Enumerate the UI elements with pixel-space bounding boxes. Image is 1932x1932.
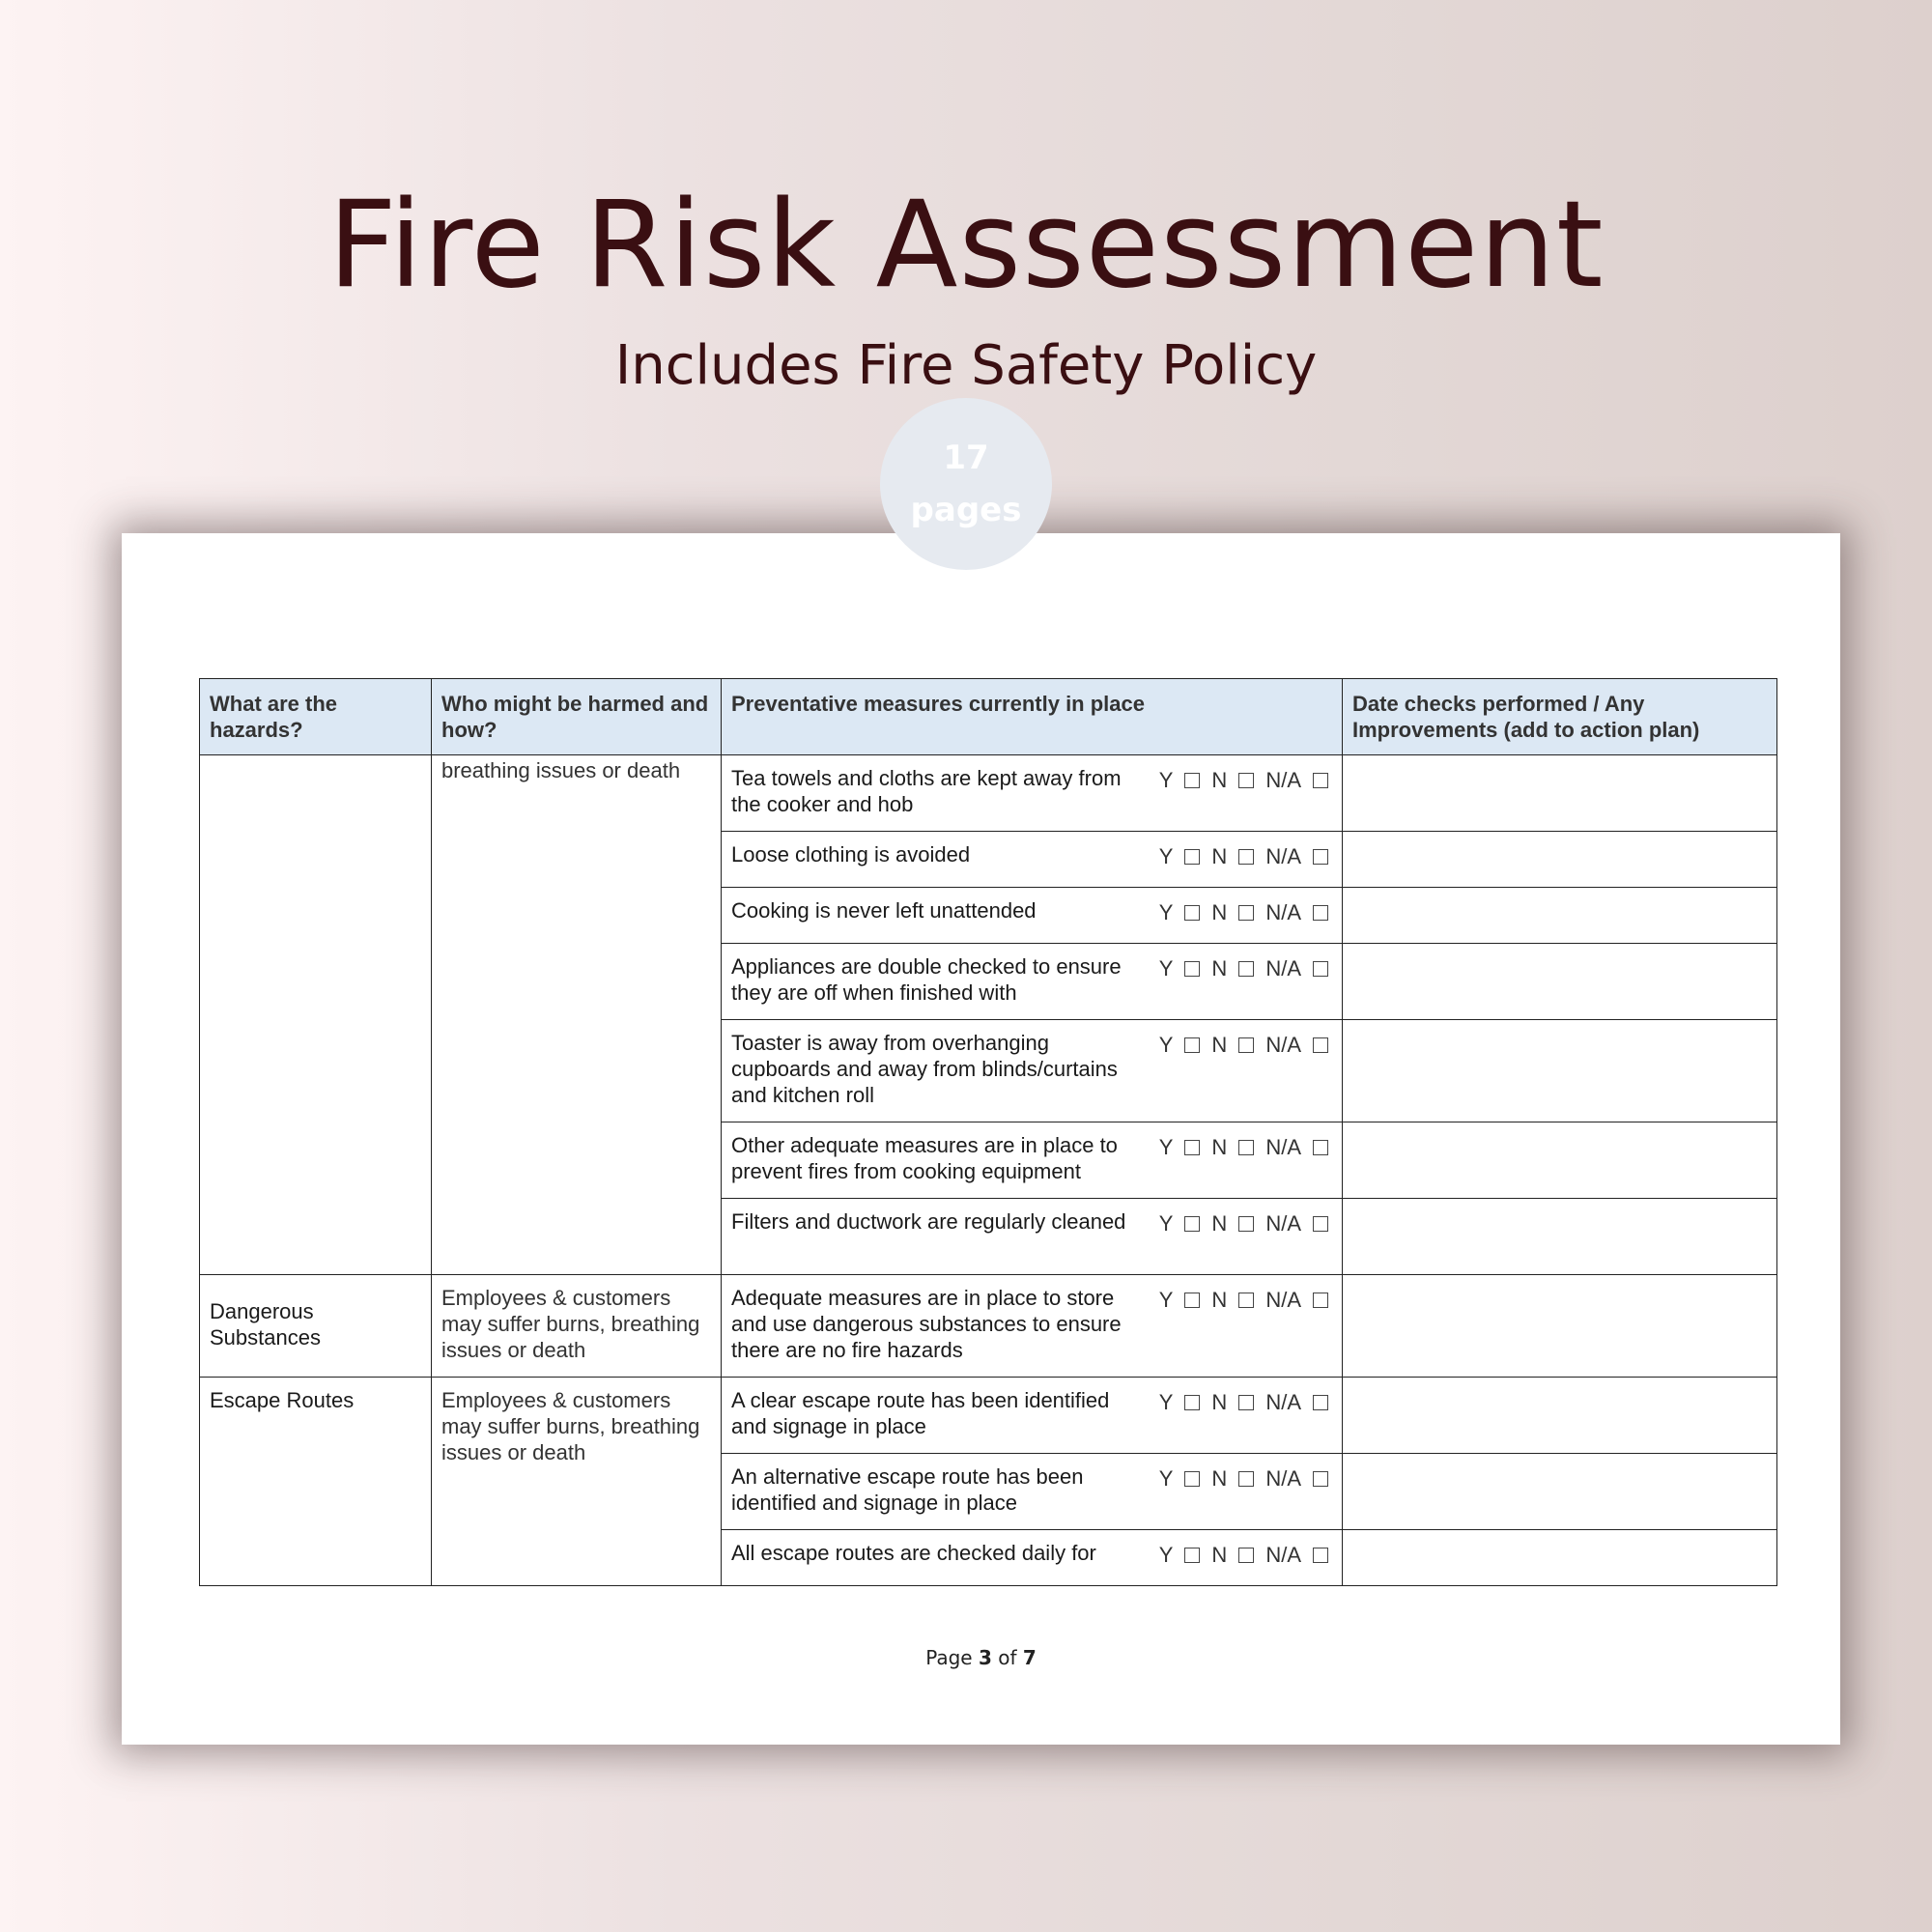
- date-checks-cell[interactable]: [1343, 1530, 1777, 1586]
- yes-no-na-options: [1159, 1030, 1328, 1108]
- yes-label: Y: [1158, 900, 1174, 924]
- yes-checkbox[interactable]: [1184, 1471, 1200, 1487]
- table-row: [200, 1275, 1777, 1378]
- measure-cell: [722, 1378, 1343, 1454]
- no-label: N: [1211, 1135, 1228, 1159]
- measure-cell: [722, 755, 1343, 832]
- table-body: [200, 755, 1777, 1586]
- no-label: N: [1211, 844, 1228, 868]
- not-applicable-checkbox[interactable]: [1313, 905, 1328, 921]
- date-checks-cell[interactable]: [1343, 1122, 1777, 1199]
- page-count-number: 17: [943, 438, 989, 477]
- not-applicable-checkbox[interactable]: [1313, 1037, 1328, 1053]
- no-label: N: [1211, 956, 1228, 980]
- page-count-unit: pages: [910, 491, 1022, 529]
- no-checkbox[interactable]: [1238, 905, 1254, 921]
- measure-row-content: [722, 832, 1342, 869]
- not-applicable-checkbox[interactable]: [1313, 773, 1328, 788]
- date-checks-cell[interactable]: [1343, 832, 1777, 888]
- yes-no-na-options: [1159, 765, 1328, 817]
- measure-text: An alternative escape route has been identified and signage in place: [731, 1464, 1084, 1515]
- measure-text: Cooking is never left unattended: [731, 898, 1037, 923]
- header-who-harmed: Who might be harmed and how?: [432, 679, 722, 755]
- not-applicable-label: N/A: [1265, 844, 1301, 868]
- measure-cell: [722, 1199, 1343, 1275]
- yes-checkbox[interactable]: [1184, 1140, 1200, 1155]
- yes-label: Y: [1158, 1390, 1174, 1414]
- yes-label: Y: [1158, 768, 1174, 792]
- measure-text: Appliances are double checked to ensure they are off when finished with: [731, 954, 1122, 1005]
- header-date-checks: Date checks performed / Any Improvements (add to action plan): [1343, 679, 1777, 755]
- measure-row-content: [722, 888, 1342, 925]
- measure-cell: [722, 1275, 1343, 1378]
- date-checks-cell[interactable]: [1343, 1454, 1777, 1530]
- header-measures: Preventative measures currently in place: [722, 679, 1343, 755]
- not-applicable-label: N/A: [1265, 1288, 1301, 1312]
- yes-label: Y: [1158, 1466, 1174, 1491]
- risk-assessment-table: [199, 678, 1777, 1586]
- table-row: [200, 1378, 1777, 1454]
- yes-label: Y: [1158, 1211, 1174, 1236]
- no-label: N: [1211, 1543, 1228, 1567]
- no-label: N: [1211, 900, 1228, 924]
- footer-prefix: Page: [925, 1646, 973, 1669]
- not-applicable-label: N/A: [1265, 1543, 1301, 1567]
- no-label: N: [1211, 1466, 1228, 1491]
- measure-cell: [722, 888, 1343, 944]
- not-applicable-label: N/A: [1265, 1135, 1301, 1159]
- no-checkbox[interactable]: [1238, 773, 1254, 788]
- date-checks-cell[interactable]: [1343, 1378, 1777, 1454]
- measure-row-content: [722, 1454, 1342, 1516]
- yes-no-na-options: [1159, 1387, 1328, 1439]
- measure-row-content: [722, 1378, 1342, 1439]
- page-count-badge: [880, 398, 1052, 570]
- hazard-cell: [200, 755, 432, 1275]
- harm-cell: Employees & customers may suffer burns, breathing issues or death: [432, 1275, 722, 1378]
- no-checkbox[interactable]: [1238, 849, 1254, 865]
- measure-row-content: [722, 1020, 1342, 1108]
- measure-cell: [722, 1122, 1343, 1199]
- measure-text: Toaster is away from overhanging cupboards and away from blinds/curtains and kitchen roll: [731, 1031, 1118, 1107]
- page-title: Fire Risk Assessment: [327, 176, 1605, 315]
- not-applicable-label: N/A: [1265, 1033, 1301, 1057]
- not-applicable-checkbox[interactable]: [1313, 1395, 1328, 1410]
- measure-cell: [722, 1020, 1343, 1122]
- document-preview: [122, 533, 1840, 1745]
- not-applicable-checkbox[interactable]: [1313, 849, 1328, 865]
- no-label: N: [1211, 1390, 1228, 1414]
- footer-of: of: [998, 1646, 1017, 1669]
- measure-text: All escape routes are checked daily for: [731, 1541, 1096, 1565]
- measure-cell: [722, 1454, 1343, 1530]
- measure-text: Adequate measures are in place to store and use dangerous substances to ensure there are no fire hazards: [731, 1286, 1122, 1362]
- not-applicable-checkbox[interactable]: [1313, 1471, 1328, 1487]
- measure-row-content: [722, 1530, 1342, 1568]
- yes-checkbox[interactable]: [1184, 905, 1200, 921]
- date-checks-cell[interactable]: [1343, 1020, 1777, 1122]
- not-applicable-label: N/A: [1265, 956, 1301, 980]
- not-applicable-checkbox[interactable]: [1313, 1140, 1328, 1155]
- yes-no-na-options: [1159, 1463, 1328, 1516]
- measure-text: Tea towels and cloths are kept away from the cooker and hob: [731, 766, 1122, 816]
- no-checkbox[interactable]: [1238, 1216, 1254, 1232]
- not-applicable-label: N/A: [1265, 1390, 1301, 1414]
- yes-label: Y: [1158, 1543, 1174, 1567]
- footer-total-pages: 7: [1022, 1646, 1037, 1669]
- footer-current-page: 3: [978, 1646, 992, 1669]
- measure-row-content: [722, 1199, 1342, 1236]
- yes-no-na-options: [1159, 1132, 1328, 1184]
- measure-row-content: [722, 944, 1342, 1006]
- no-checkbox[interactable]: [1238, 1395, 1254, 1410]
- yes-checkbox[interactable]: [1184, 1395, 1200, 1410]
- harm-cell: Employees & customers may suffer burns, breathing issues or death: [432, 1378, 722, 1586]
- hazard-cell: Dangerous Substances: [200, 1275, 432, 1378]
- hazard-cell: Escape Routes: [200, 1378, 432, 1586]
- no-checkbox[interactable]: [1238, 1471, 1254, 1487]
- yes-checkbox[interactable]: [1184, 1293, 1200, 1308]
- no-label: N: [1211, 1033, 1228, 1057]
- no-checkbox[interactable]: [1238, 961, 1254, 977]
- yes-no-na-options: [1159, 1540, 1328, 1568]
- yes-label: Y: [1158, 1288, 1174, 1312]
- page-footer: [122, 1646, 1840, 1669]
- date-checks-cell[interactable]: [1343, 755, 1777, 832]
- measure-row-content: [722, 1122, 1342, 1184]
- no-label: N: [1211, 1211, 1228, 1236]
- yes-label: Y: [1158, 1033, 1174, 1057]
- yes-checkbox[interactable]: [1184, 1037, 1200, 1053]
- not-applicable-label: N/A: [1265, 1211, 1301, 1236]
- no-checkbox[interactable]: [1238, 1293, 1254, 1308]
- yes-checkbox[interactable]: [1184, 773, 1200, 788]
- yes-checkbox[interactable]: [1184, 849, 1200, 865]
- yes-no-na-options: [1159, 841, 1328, 869]
- yes-checkbox[interactable]: [1184, 1216, 1200, 1232]
- not-applicable-label: N/A: [1265, 900, 1301, 924]
- not-applicable-checkbox[interactable]: [1313, 1548, 1328, 1563]
- yes-no-na-options: [1159, 953, 1328, 1006]
- yes-label: Y: [1158, 956, 1174, 980]
- measure-cell: [722, 1530, 1343, 1586]
- measure-cell: [722, 944, 1343, 1020]
- not-applicable-checkbox[interactable]: [1313, 961, 1328, 977]
- yes-checkbox[interactable]: [1184, 961, 1200, 977]
- measure-text: Loose clothing is avoided: [731, 842, 971, 867]
- date-checks-cell[interactable]: [1343, 1199, 1777, 1275]
- yes-no-na-options: [1159, 1285, 1328, 1363]
- no-checkbox[interactable]: [1238, 1037, 1254, 1053]
- harm-cell: breathing issues or death: [432, 755, 722, 1275]
- header-hazards: What are the hazards?: [200, 679, 432, 755]
- yes-no-na-options: [1159, 897, 1328, 925]
- measure-row-content: [722, 755, 1342, 817]
- date-checks-cell[interactable]: [1343, 888, 1777, 944]
- no-label: N: [1211, 1288, 1228, 1312]
- measure-row-content: [722, 1275, 1342, 1363]
- not-applicable-label: N/A: [1265, 1466, 1301, 1491]
- measure-text: Other adequate measures are in place to prevent fires from cooking equipment: [731, 1133, 1118, 1183]
- no-label: N: [1211, 768, 1228, 792]
- no-checkbox[interactable]: [1238, 1140, 1254, 1155]
- date-checks-cell[interactable]: [1343, 1275, 1777, 1378]
- not-applicable-checkbox[interactable]: [1313, 1293, 1328, 1308]
- measure-text: A clear escape route has been identified and signage in place: [731, 1388, 1110, 1438]
- not-applicable-checkbox[interactable]: [1313, 1216, 1328, 1232]
- date-checks-cell[interactable]: [1343, 944, 1777, 1020]
- yes-label: Y: [1158, 844, 1174, 868]
- yes-checkbox[interactable]: [1184, 1548, 1200, 1563]
- measure-text: Filters and ductwork are regularly cleaned: [731, 1209, 1126, 1234]
- no-checkbox[interactable]: [1238, 1548, 1254, 1563]
- table-header-row: [200, 679, 1777, 755]
- yes-no-na-options: [1159, 1208, 1328, 1236]
- table-row: [200, 755, 1777, 832]
- not-applicable-label: N/A: [1265, 768, 1301, 792]
- page-subtitle: Includes Fire Safety Policy: [614, 334, 1318, 397]
- measure-cell: [722, 832, 1343, 888]
- yes-label: Y: [1158, 1135, 1174, 1159]
